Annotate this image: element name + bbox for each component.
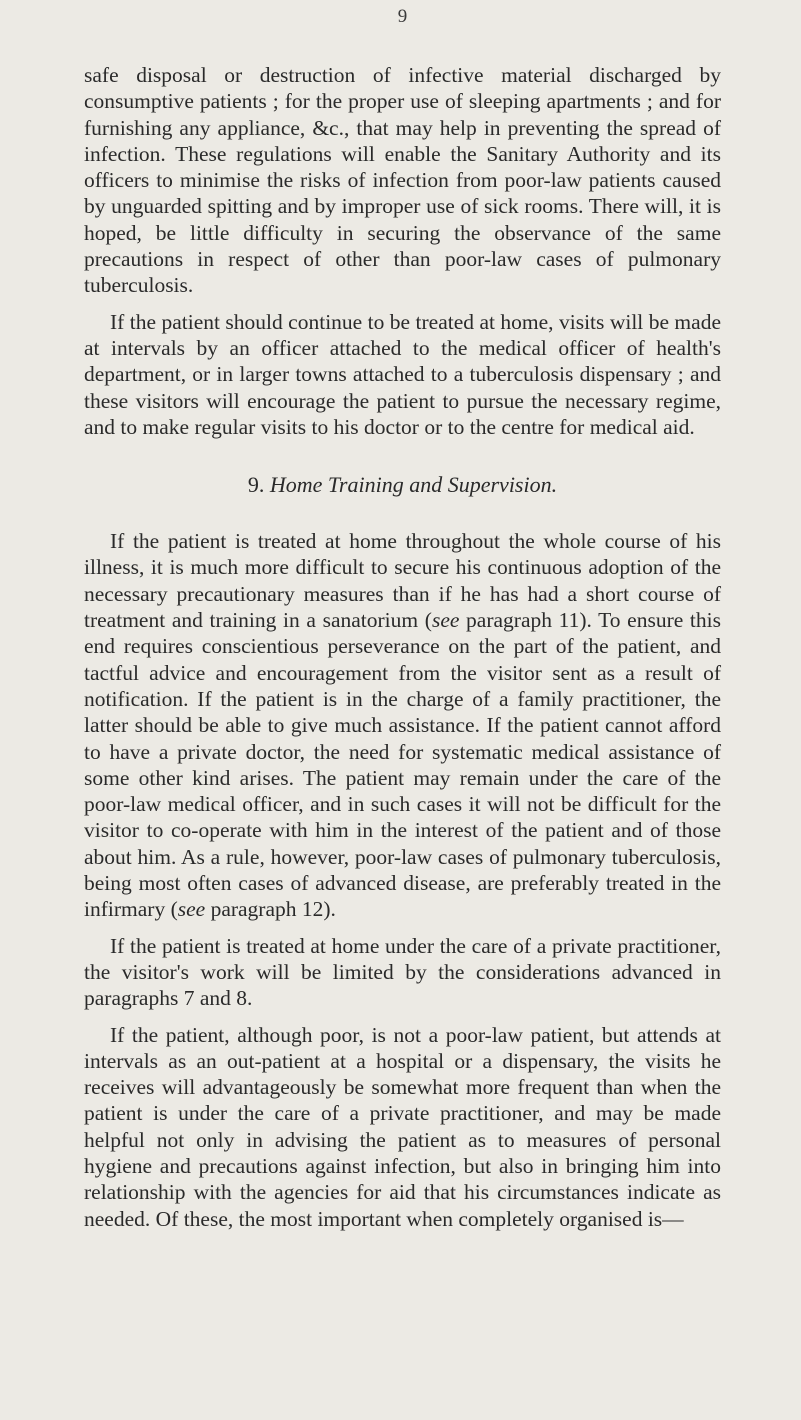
see-reference: see [431, 608, 460, 633]
paragraph-home-treatment-part2: paragraph 11). To ensure this end requires conscientious perseverance on the part of the patient, and tactful advice and encouragement from the visitor sent as a result of notification. If the patient is in the charge of a family practitioner, the latter should be able to give much assistance. If the patient cannot afford to have a private doctor, the need for systematic medical assistance of some other kind arises. The patient may remain under the care of the poor-law medical officer, and in such cases it will not be difficult for the visitor to co-operate with him in the interest of the patient and of those about him. As a rule, however, poor-law cases of pulmonary tuberculosis, being most often cases of advanced disease, are preferably treated in the infirmary ( [84, 608, 721, 922]
see-reference-2: see [177, 897, 206, 922]
paragraph-home-treatment-part3: paragraph 12). [205, 897, 336, 922]
paragraph-sanitary-regulations: safe disposal or destruction of infective material discharged by consumptive patients ; for the proper use of sleeping apartments ; and for furnishing any appliance, &c., that may help in preventing the spread of infection. These regulations will enable the Sanitary Authority and its officers to minimise the risks of infection from poor-law patients caused by unguarded spitting and by improper use of sick rooms. There will, it is hoped, be little difficulty in securing the observance of the same precautions in respect of other than poor-law cases of pulmonary tuberculosis. [84, 63, 721, 298]
section-title: Home Training and Supervision. [269, 472, 558, 498]
section-heading [84, 472, 721, 498]
paragraph-out-patient: If the patient, although poor, is not a poor-law patient, but attends at intervals as an out-patient at a hospital or a dispensary, the visits he receives will advantageously be somewhat more frequent than when the patient is under the care of a private practitioner, and may be made helpful not only in advising the patient as to measures of personal hygiene and precautions against infection, but also in bringing him into relationship with the agencies for aid that his circumstances indicate as needed. Of these, the most important when completely organised is— [84, 1022, 721, 1231]
section-number: 9. [247, 472, 265, 498]
page-number: 9 [397, 6, 408, 27]
paragraph-home-treatment [84, 528, 721, 922]
paragraph-private-practitioner: If the patient is treated at home under the care of a private practitioner, the visitor's work will be limited by the considerations advanced in paragraphs 7 and 8. [84, 933, 721, 1011]
paragraph-home-treatment-part1: If the patient is treated at home throughout the whole course of his illness, it is much more difficult to secure his continuous adoption of the necessary precautionary measures than if he has had a short course of treatment and training in a sanatorium ( [84, 529, 721, 633]
paragraph-home-visits: If the patient should continue to be treated at home, visits will be made at intervals by an officer attached to the medical officer of health's department, or in larger towns attached to a tuberculosis dispensary ; and these visitors will encourage the patient to pursue the necessary regime, and to make regular visits to his doctor or to the centre for medical aid. [84, 309, 721, 439]
